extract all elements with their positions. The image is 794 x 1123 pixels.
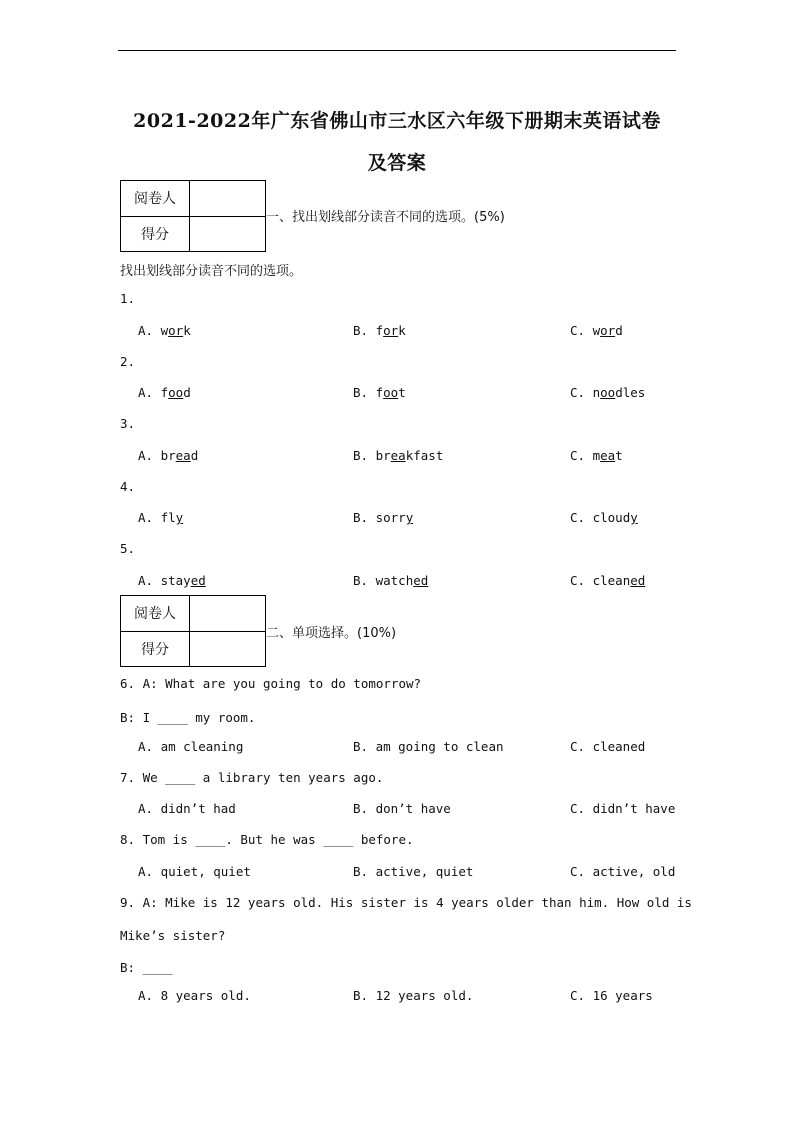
option-pre: clean: [592, 573, 631, 588]
option-label: B.: [353, 323, 369, 338]
option-post: k: [398, 323, 406, 338]
question-2-number: 2.: [120, 354, 136, 369]
option-ul: or: [600, 323, 616, 338]
option-ul: oo: [383, 385, 399, 400]
page-title: 2021-2022年广东省佛山市三水区六年级下册期末英语试卷: [133, 110, 661, 132]
option-ul: y: [630, 510, 638, 525]
option-post: d: [615, 323, 623, 338]
question-3-option-a: [138, 448, 198, 463]
option-ul: oo: [600, 385, 616, 400]
question-7-stem: 7. We ____ a library ten years ago.: [120, 770, 384, 785]
question-3-option-b: [353, 448, 443, 463]
question-9-answer-line: B: ____: [120, 960, 173, 975]
option-ul: or: [383, 323, 399, 338]
option-label: B.: [353, 448, 369, 463]
question-9-option-c: C. 16 years: [570, 988, 653, 1003]
question-4-option-b: [353, 510, 413, 525]
option-ul: oo: [168, 385, 184, 400]
question-6-option-b: B. am going to clean: [353, 739, 504, 754]
question-8-option-a: A. quiet, quiet: [138, 864, 251, 879]
option-label: C.: [570, 323, 586, 338]
option-post: d: [183, 385, 191, 400]
option-post: k: [183, 323, 191, 338]
score-cell: [190, 216, 266, 252]
option-ul: ea: [600, 448, 616, 463]
question-2-option-c: [570, 385, 645, 400]
question-8-option-c: C. active, old: [570, 864, 676, 879]
option-pre: br: [160, 448, 176, 463]
option-pre: fl: [160, 510, 176, 525]
question-5-option-a: [138, 573, 206, 588]
option-label: A.: [138, 385, 154, 400]
option-ul: ed: [413, 573, 429, 588]
option-ul: y: [405, 510, 414, 525]
option-ul: y: [175, 510, 184, 525]
section-2-heading: 二、单项选择。(10%): [266, 626, 397, 641]
question-6-option-a: A. am cleaning: [138, 739, 244, 754]
option-label: B.: [353, 573, 369, 588]
option-pre: w: [592, 323, 601, 338]
option-post: t: [398, 385, 406, 400]
option-ul: ea: [175, 448, 191, 463]
question-1-option-c: [570, 323, 623, 338]
score-cell: [190, 631, 266, 667]
option-label: B.: [353, 510, 369, 525]
option-label: C.: [570, 385, 586, 400]
option-ul: or: [168, 323, 184, 338]
question-2-option-a: [138, 385, 191, 400]
option-label: C.: [570, 448, 586, 463]
option-label: B.: [353, 385, 369, 400]
reviewer-cell: [190, 596, 266, 632]
question-7-option-a: A. didn’t had: [138, 801, 236, 816]
score-box-1: [120, 180, 266, 252]
question-8-stem: 8. Tom is ____. But he was ____ before.: [120, 832, 414, 847]
question-1-number: 1.: [120, 291, 136, 306]
option-label: A.: [138, 448, 154, 463]
option-ul: ed: [190, 573, 206, 588]
option-pre: f: [375, 323, 384, 338]
option-pre: br: [375, 448, 391, 463]
option-post: kfast: [405, 448, 444, 463]
reviewer-cell: [190, 181, 266, 217]
option-pre: f: [375, 385, 384, 400]
question-9-option-a: A. 8 years old.: [138, 988, 251, 1003]
question-3-option-c: [570, 448, 623, 463]
question-6-stem: 6. A: What are you going to do tomorrow?: [120, 676, 422, 691]
option-ul: ea: [390, 448, 406, 463]
question-6-option-c: C. cleaned: [570, 739, 646, 754]
question-1-option-a: [138, 323, 191, 338]
page-title-continued: 及答案: [367, 152, 427, 174]
section-1-heading: 一、找出划线部分读音不同的选项。(5%): [266, 210, 505, 225]
option-post: t: [615, 448, 623, 463]
option-pre: stay: [160, 573, 191, 588]
option-pre: cloud: [592, 510, 631, 525]
score-box-2: [120, 595, 266, 667]
option-pre: m: [592, 448, 601, 463]
question-4-number: 4.: [120, 479, 136, 494]
question-9-option-b: B. 12 years old.: [353, 988, 474, 1003]
question-3-number: 3.: [120, 416, 136, 431]
score-label: 得分: [121, 216, 190, 252]
option-label: C.: [570, 573, 586, 588]
option-ul: ed: [630, 573, 646, 588]
question-8-option-b: B. active, quiet: [353, 864, 474, 879]
section-1-instruction: 找出划线部分读音不同的选项。: [120, 264, 303, 279]
reviewer-label: 阅卷人: [121, 181, 190, 217]
option-post: dles: [615, 385, 646, 400]
question-2-option-b: [353, 385, 406, 400]
question-5-option-c: [570, 573, 645, 588]
option-pre: watch: [375, 573, 414, 588]
question-6-answer-line: B: I ____ my room.: [120, 710, 256, 725]
reviewer-label: 阅卷人: [121, 596, 190, 632]
question-7-option-b: B. don’t have: [353, 801, 451, 816]
header-rule: [118, 50, 676, 51]
question-9-stem-continued: Mike’s sister?: [120, 928, 226, 943]
option-pre: w: [160, 323, 169, 338]
question-4-option-a: [138, 510, 183, 525]
question-7-option-c: C. didn’t have: [570, 801, 676, 816]
option-label: A.: [138, 573, 154, 588]
option-pre: n: [592, 385, 601, 400]
option-label: A.: [138, 510, 154, 525]
question-1-option-b: [353, 323, 406, 338]
option-label: C.: [570, 510, 586, 525]
score-label: 得分: [121, 631, 190, 667]
question-5-number: 5.: [120, 541, 136, 556]
option-pre: f: [160, 385, 169, 400]
option-label: A.: [138, 323, 154, 338]
option-post: d: [190, 448, 199, 463]
question-5-option-b: [353, 573, 428, 588]
question-9-stem: 9. A: Mike is 12 years old. His sister is 4 years older than him. How old is: [120, 895, 692, 910]
option-pre: sorr: [375, 510, 406, 525]
question-4-option-c: [570, 510, 638, 525]
